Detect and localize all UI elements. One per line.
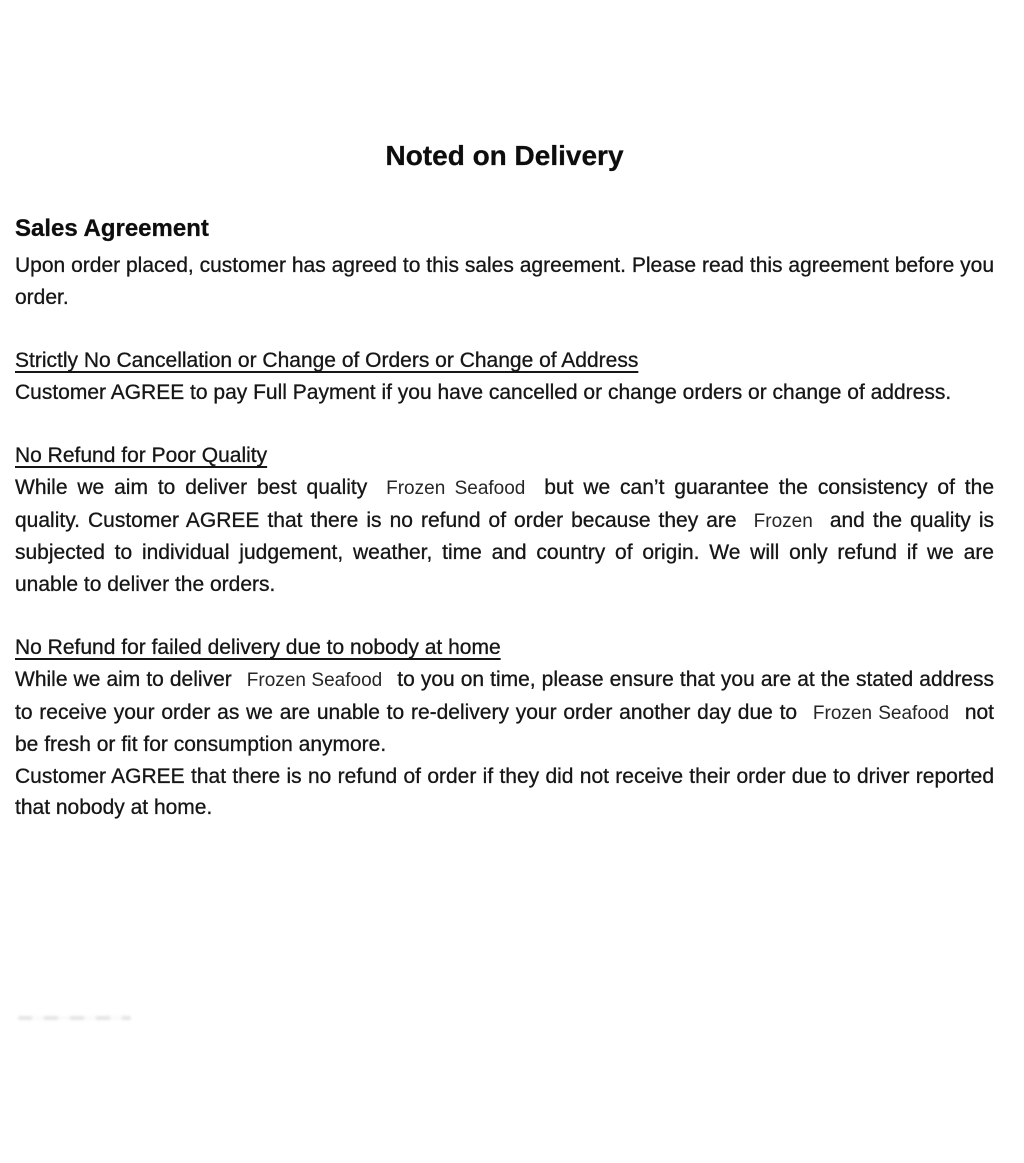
sales-agreement-paragraph: Upon order placed, customer has agreed to this sales agreement. Please read this agreement before you order. [15, 254, 994, 309]
page-title: Noted on Delivery [385, 140, 624, 171]
ghost-artifact [18, 1016, 131, 1020]
text-run: While we aim to deliver [15, 667, 232, 691]
text-run: not be fresh or fit for consumption anymore. [15, 700, 995, 757]
text-run: While we aim to deliver best quality [15, 475, 368, 499]
text-run: but we can’t guarantee the consistency of the quality. Customer AGREE that there is no refund of order because they are [15, 475, 995, 532]
section-paragraph-failed-delivery-2: Customer AGREE that there is no refund of order if they did not receive their order due to driver reported that nobody at home. [15, 764, 994, 820]
section-heading-no-refund-failed-delivery: No Refund for failed delivery due to nobody at home [15, 636, 501, 660]
text-run: to you on time, please ensure that you are at the stated address to receive your order as we are unable to re-delivery your order another day due to [15, 667, 994, 724]
section-heading-no-cancellation: Strictly No Cancellation or Change of Orders or Change of Address [15, 349, 639, 373]
inserted-text-frozen-seafood: Frozen Seafood [812, 702, 950, 724]
section-no-refund-failed-delivery [15, 632, 994, 824]
section-paragraph-no-cancellation: Customer AGREE to pay Full Payment if you have cancelled or change orders or change of address. [15, 380, 952, 404]
section-paragraph-no-refund-poor-quality [15, 472, 994, 600]
inserted-text-frozen-seafood: Frozen Seafood [246, 669, 383, 691]
inserted-text-frozen: Frozen [753, 510, 813, 532]
inserted-text-frozen-seafood: Frozen Seafood [386, 477, 526, 499]
section-heading-no-refund-poor-quality: No Refund for Poor Quality [15, 444, 268, 468]
text-run: and the quality is subjected to individual judgement, weather, time and country of origin. We will only refund if we are unable to deliver the orders. [15, 508, 994, 596]
document-page [0, 139, 1024, 824]
section-no-refund-poor-quality [15, 440, 994, 600]
section-no-cancellation [15, 345, 994, 408]
sales-agreement-heading: Sales Agreement [15, 215, 209, 242]
section-paragraph-failed-delivery [15, 664, 994, 761]
sales-agreement-block [15, 214, 994, 313]
